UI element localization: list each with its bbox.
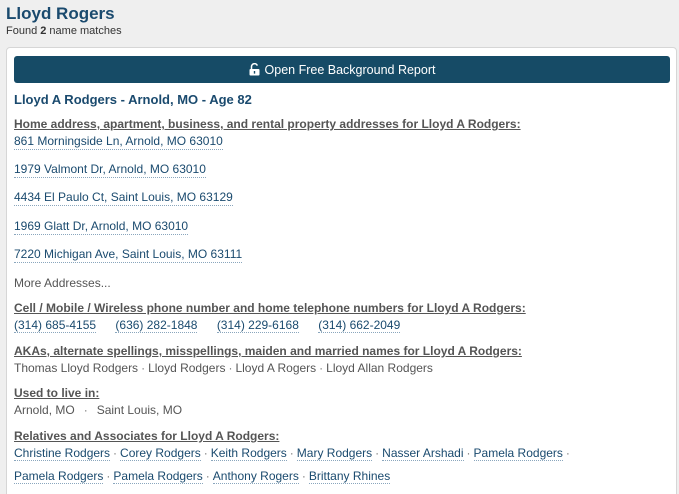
separator-dot: · <box>203 446 208 460</box>
phone-link[interactable]: (636) 282-1848 <box>115 318 198 332</box>
aka-name: Thomas Lloyd Rodgers <box>14 361 139 375</box>
separator-dot: · <box>83 403 88 417</box>
relative-link[interactable]: Brittany Rhines <box>308 469 391 483</box>
relative-link[interactable]: Nasser Arshadi <box>382 446 464 460</box>
separator-dot: · <box>375 446 380 460</box>
aka-name: Lloyd Rodgers <box>148 361 226 375</box>
address-link[interactable]: 1979 Valmont Dr, Arnold, MO 63010 <box>14 162 206 176</box>
separator-dot: · <box>466 446 471 460</box>
lived-list <box>14 402 182 418</box>
relative-link[interactable]: Anthony Rogers <box>212 469 299 483</box>
relatives-list-continued <box>14 468 390 484</box>
separator-dot: · <box>113 446 118 460</box>
akas-heading: AKAs, alternate spellings, misspellings, maiden and married names for Lloyd A Rodgers: <box>14 344 522 358</box>
relative-link[interactable]: Mary Rodgers <box>296 446 373 460</box>
match-count-number: 2 <box>40 25 47 37</box>
address-link[interactable]: 1969 Glatt Dr, Arnold, MO 63010 <box>14 219 189 233</box>
separator-dot: · <box>565 446 570 460</box>
addresses-heading: Home address, apartment, business, and rental property addresses for Lloyd A Rodgers: <box>14 117 521 131</box>
lived-heading: Used to live in: <box>14 386 100 400</box>
result-card <box>6 47 677 494</box>
aka-list <box>14 360 433 376</box>
separator-dot: · <box>301 469 306 483</box>
phone-link[interactable]: (314) 685-4155 <box>14 318 97 332</box>
page-header <box>6 4 666 38</box>
relative-link[interactable]: Pamela Rodgers <box>113 469 203 483</box>
relative-link[interactable]: Pamela Rodgers <box>473 446 563 460</box>
address-link[interactable]: 4434 El Paulo Ct, Saint Louis, MO 63129 <box>14 190 233 204</box>
open-report-button[interactable] <box>14 56 670 83</box>
lived-city: Saint Louis, MO <box>96 403 183 417</box>
separator-dot: · <box>141 361 146 375</box>
phone-link[interactable]: (314) 229-6168 <box>216 318 299 332</box>
address-link[interactable]: 7220 Michigan Ave, Saint Louis, MO 63111 <box>14 247 243 261</box>
lived-city: Arnold, MO <box>14 403 75 417</box>
aka-name: Lloyd Allan Rodgers <box>326 361 433 375</box>
unlock-icon <box>249 63 260 76</box>
match-count: Found 2 name matches <box>6 25 122 37</box>
relative-link[interactable]: Pamela Rodgers <box>14 469 104 483</box>
relative-link[interactable]: Christine Rodgers <box>14 446 111 460</box>
separator-dot: · <box>228 361 233 375</box>
person-title: Lloyd A Rodgers - Arnold, MO - Age 82 <box>14 92 252 107</box>
phone-list <box>14 317 416 333</box>
separator-dot: · <box>205 469 210 483</box>
aka-name: Lloyd A Rogers <box>235 361 317 375</box>
relatives-list <box>14 445 573 461</box>
more-addresses-link[interactable]: More Addresses... <box>14 276 111 290</box>
relatives-heading: Relatives and Associates for Lloyd A Rodgers: <box>14 429 280 443</box>
phone-link[interactable]: (314) 662-2049 <box>318 318 401 332</box>
address-link[interactable]: 861 Morningside Ln, Arnold, MO 63010 <box>14 134 223 148</box>
separator-dot: · <box>106 469 111 483</box>
open-report-label: Open Free Background Report <box>264 62 436 77</box>
relative-link[interactable]: Corey Rodgers <box>120 446 201 460</box>
phones-heading: Cell / Mobile / Wireless phone number and home telephone numbers for Lloyd A Rodgers: <box>14 301 526 315</box>
separator-dot: · <box>319 361 324 375</box>
separator-dot: · <box>289 446 294 460</box>
relative-link[interactable]: Keith Rodgers <box>210 446 287 460</box>
page-title: Lloyd Rogers <box>6 4 115 23</box>
